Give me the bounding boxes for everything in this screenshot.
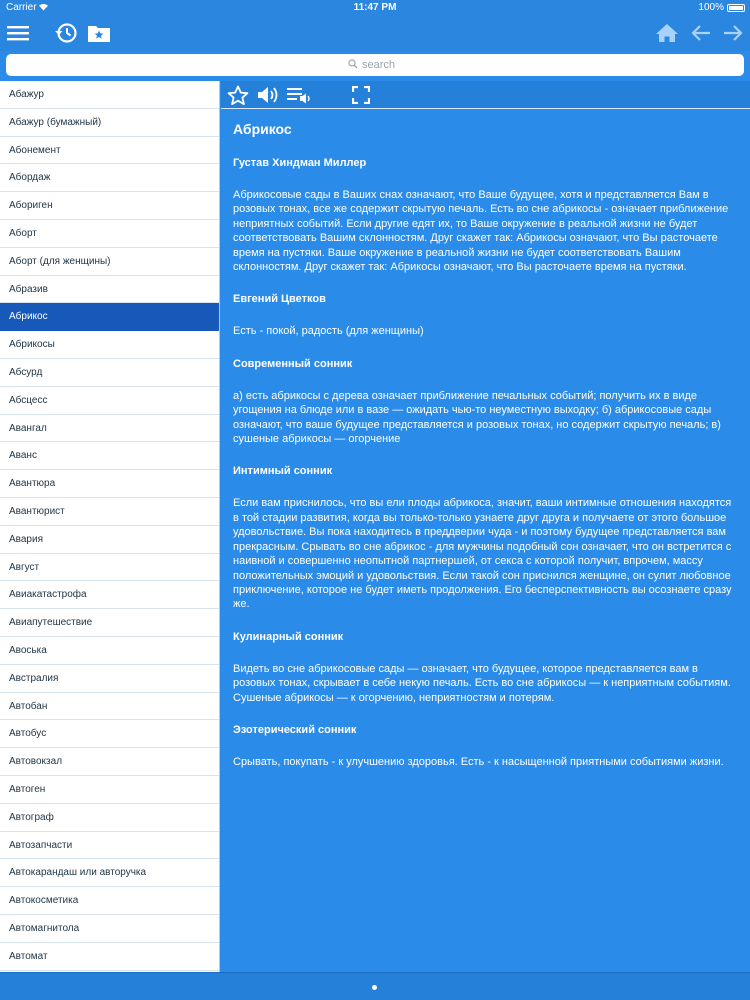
clock: 11:47 PM [353, 2, 397, 13]
list-item[interactable]: Абрикосы [0, 331, 219, 359]
list-item[interactable]: Авария [0, 526, 219, 554]
list-item[interactable]: Абажур [0, 81, 219, 109]
list-item[interactable]: Автобан [0, 693, 219, 721]
list-item[interactable]: Абразив [0, 276, 219, 304]
speech-settings-icon[interactable] [286, 83, 312, 107]
list-item[interactable]: Авантюрист [0, 498, 219, 526]
section-heading: Евгений Цветков [233, 293, 326, 306]
list-item[interactable]: Аванс [0, 442, 219, 470]
battery-percent: 100% [698, 2, 724, 13]
search-icon [348, 59, 358, 72]
list-item[interactable]: Автозапчасти [0, 832, 219, 860]
list-item[interactable]: Автограф [0, 804, 219, 832]
carrier-label: Carrier [6, 2, 37, 13]
list-item[interactable]: Авиапутешествие [0, 609, 219, 637]
section-text: а) есть абрикосы с дерева означает приближение печальных событий; получить их в виде угощения на блюде или в вазе — ожидать чью-то неуместную выходку; б) абрикосовые сады означают, что ваше будущее представляется и розовых тонах, но содержит скрытую печаль; в) сушеные абрикосы — огорчение [233, 389, 721, 446]
article-sections [233, 157, 738, 769]
section-text: Видеть во сне абрикосовые сады — означает, что будущее, которое представляется вам в розовых тонах, скрывает в себе некую печаль. Есть во сне абрикосы — к неприятным событиям. Сушеные абрикосы — к огорчению, неприятностям и потерям. [233, 662, 731, 704]
list-item[interactable]: Авиакатастрофа [0, 581, 219, 609]
search-input[interactable] [362, 59, 402, 71]
battery-icon [727, 4, 745, 12]
list-item[interactable]: Абсурд [0, 359, 219, 387]
list-item[interactable]: Абажур (бумажный) [0, 109, 219, 137]
star-icon[interactable] [225, 83, 251, 107]
menu-icon[interactable] [3, 19, 33, 47]
home-icon[interactable] [652, 19, 682, 47]
list-item[interactable]: Аборт (для женщины) [0, 248, 219, 276]
list-item[interactable]: Август [0, 554, 219, 582]
section-text: Абрикосовые сады в Ваших снах означают, что Ваше будущее, хотя и представляется Вам в розовых тонах, все же содержит скрытую печаль. Есть во сне абрикосы - означает приближение неприятных событий. Если другие едят их, то Ваше окружение в реальной жизни не будет соответствовать Вашим склонностям. Друг скажет так: Абрикосы означают, что Вы расточаете время на пустяки. Ваше окружение в реальной жизни не будет соответствовать Вашим склонностям. Друг скажет так: Абрикосы означают, что Вы расточаете время на пустяки. [233, 189, 729, 274]
section-heading: Интимный сонник [233, 465, 333, 478]
page-indicator-dot [372, 985, 377, 990]
list-item[interactable]: Автокарандаш или авторучка [0, 859, 219, 887]
fullscreen-icon[interactable] [348, 83, 374, 107]
list-item[interactable]: Автокосметика [0, 887, 219, 915]
section-heading: Кулинарный сонник [233, 630, 344, 643]
speaker-icon[interactable] [255, 83, 281, 107]
list-item[interactable]: Авоська [0, 637, 219, 665]
history-icon[interactable] [51, 19, 81, 47]
list-item[interactable]: Авангал [0, 415, 219, 443]
search-bar[interactable] [6, 54, 744, 76]
back-arrow-icon[interactable] [686, 19, 716, 47]
list-item[interactable]: Абордаж [0, 164, 219, 192]
list-item[interactable]: Авантюра [0, 470, 219, 498]
section-heading: Современный сонник [233, 357, 353, 370]
list-item[interactable]: Абрикос [0, 303, 219, 331]
list-item[interactable]: Автомагнитола [0, 915, 219, 943]
favorites-folder-icon[interactable] [84, 19, 114, 47]
section-heading: Эзотерический сонник [233, 723, 357, 736]
list-item[interactable]: Автоген [0, 776, 219, 804]
list-item[interactable]: Абсцесс [0, 387, 219, 415]
nav-bar [0, 16, 750, 51]
list-item[interactable]: Абонемент [0, 137, 219, 165]
section-text: Есть - покой, радость (для женщины) [233, 325, 424, 338]
status-bar [0, 0, 750, 16]
article-content [221, 110, 750, 972]
list-item[interactable]: Автомат [0, 943, 219, 971]
section-heading: Густав Хиндман Миллер [233, 157, 367, 169]
section-text: Если вам приснилось, что вы ели плоды абрикоса, значит, ваши интимные отношения находятся в той стадии развития, когда вы только-только узнаете друг друга и получаете от этого большое удовольствие. Вы пока находитесь в преддверии чуда - и поэтому будущее представляется вам прекрасным. Срывать во сне абрикос - для мужчины подобный сон означает, что он встретится с наивной и совершенно неопытной партнершей, от секса с которой получит, впрочем, массу положительных эмоций и удовольствия. Если такой сон приснился женщине, он сулит любовное приключение, которое не будет иметь продолжения. Его бесперспективность вы осознаете сразу же. [233, 497, 732, 611]
bottom-bar [0, 972, 750, 1000]
list-item[interactable]: Абориген [0, 192, 219, 220]
forward-arrow-icon[interactable] [718, 19, 748, 47]
list-item[interactable]: Автобус [0, 720, 219, 748]
list-item[interactable]: Автовокзал [0, 748, 219, 776]
article-toolbar [221, 81, 750, 109]
word-list [0, 81, 220, 972]
list-item[interactable]: Аборт [0, 220, 219, 248]
article-title: Абрикос [233, 121, 292, 137]
list-item[interactable]: Австралия [0, 665, 219, 693]
section-text: Срывать, покупать - к улучшению здоровья. Есть - к насыщенной приятными событиями жизни. [233, 755, 724, 768]
